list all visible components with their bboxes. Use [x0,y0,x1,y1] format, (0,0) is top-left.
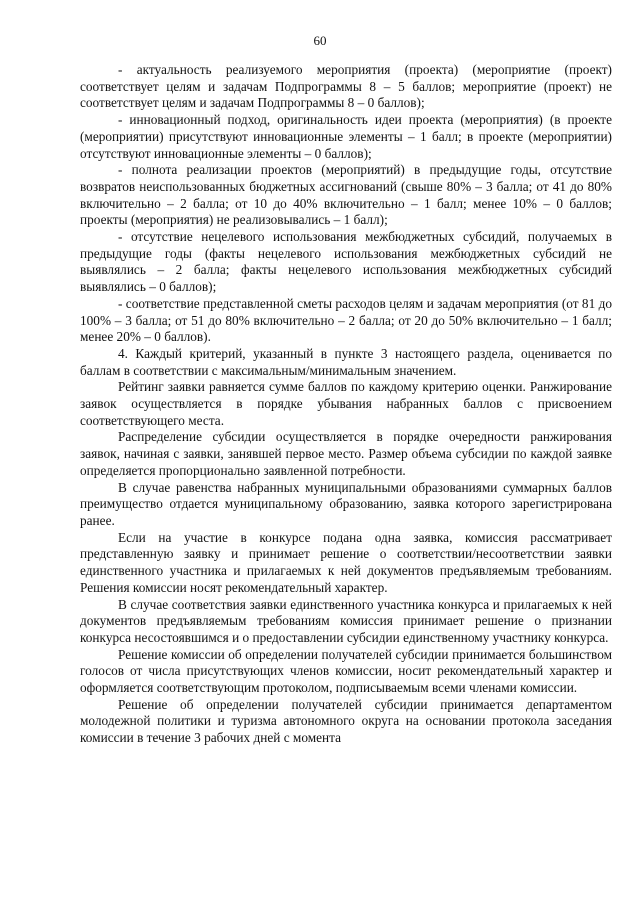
criterion-completeness: - полнота реализации проектов (мероприятий) в предыдущие годы, отсутствие возвратов неиспользованных бюджетных ассигнований (свыше 80% – 3 балла; от 41 до 80% включительно – 2 балла; от 10 до 40% включительно – 1 балл; менее 10% – 0 баллов; проекты (мероприятия) не реализовывались – 1 балл); [80,162,612,228]
criterion-relevance: - актуальность реализуемого мероприятия (проекта) (мероприятие (проект) соответствует целям и задачам Подпрограммы 8 – 5 баллов; мероприятие (проект) не соответствует целям и задачам Подпрограммы 8 – 0 баллов); [80,62,612,111]
paragraph-single-participant: В случае соответствия заявки единственного участника конкурса и прилагаемых к ней документов предъявляемым требованиям комиссия принимает решение о признании конкурса несостоявшимся и о предоставлении субсидии единственному участнику конкурса. [80,596,612,645]
criterion-estimate: - соответствие представленной сметы расходов целям и задачам мероприятия (от 81 до 100% – 3 балла; от 51 до 80% включительно – 2 балла; от 20 до 50% включительно – 1 балл; менее 20% – 0 баллов). [80,295,612,345]
document-body [80,62,612,747]
page-number: 60 [313,33,327,48]
paragraph-commission-decision: Решение комиссии об определении получателей субсидии принимается большинством голосов от числа присутствующих членов комиссии, носит рекомендательный характер и оформляется соответствующим протоколом, подписываемым всеми членами комиссии. [80,646,612,696]
criterion-innovation: - инновационный подход, оригинальность идеи проекта (мероприятия) (в проекте (мероприятии) присутствуют инновационные элементы – 1 балл; в проекте (мероприятии) отсутствуют инновационные элементы – 0 баллов); [80,112,612,161]
paragraph-rating: Рейтинг заявки равняется сумме баллов по каждому критерию оценки. Ранжирование заявок осуществляется в порядке убывания набранных баллов с присвоением соответствующего места. [80,379,612,428]
paragraph-single-application: Если на участие в конкурсе подана одна заявка, комиссия рассматривает представленную заявку и принимает решение о соответствии/несоответствии заявки единственного участника и прилагаемых к ней документов предъявляемым требованиям. Решения комиссии носят рекомендательный характер. [80,529,612,595]
paragraph-distribution: Распределение субсидии осуществляется в порядке очередности ранжирования заявок, начиная с заявки, занявшей первое место. Размер объема субсидии по каждой заявке определяется пропорционально заявленной потребности. [80,429,612,478]
paragraph-tie-break: В случае равенства набранных муниципальными образованиями суммарных баллов преимущество отдается муниципальному образованию, заявка которого зарегистрирована ранее. [80,479,612,528]
criterion-targeted-use: - отсутствие нецелевого использования межбюджетных субсидий, получаемых в предыдущие годы (факты нецелевого использования межбюджетных субсидий не выявлялись – 2 балла; факты нецелевого использования межбюджетных субсидий выявлялись – 0 баллов); [80,229,612,295]
paragraph-department-decision: Решение об определении получателей субсидии принимается департаментом молодежной политики и туризма автономного округа на основании протокола заседания комиссии в течение 3 рабочих дней с момента [80,696,612,746]
paragraph-scoring: 4. Каждый критерий, указанный в пункте 3 настоящего раздела, оценивается по баллам в соответствии с максимальным/минимальным значением. [80,345,612,378]
